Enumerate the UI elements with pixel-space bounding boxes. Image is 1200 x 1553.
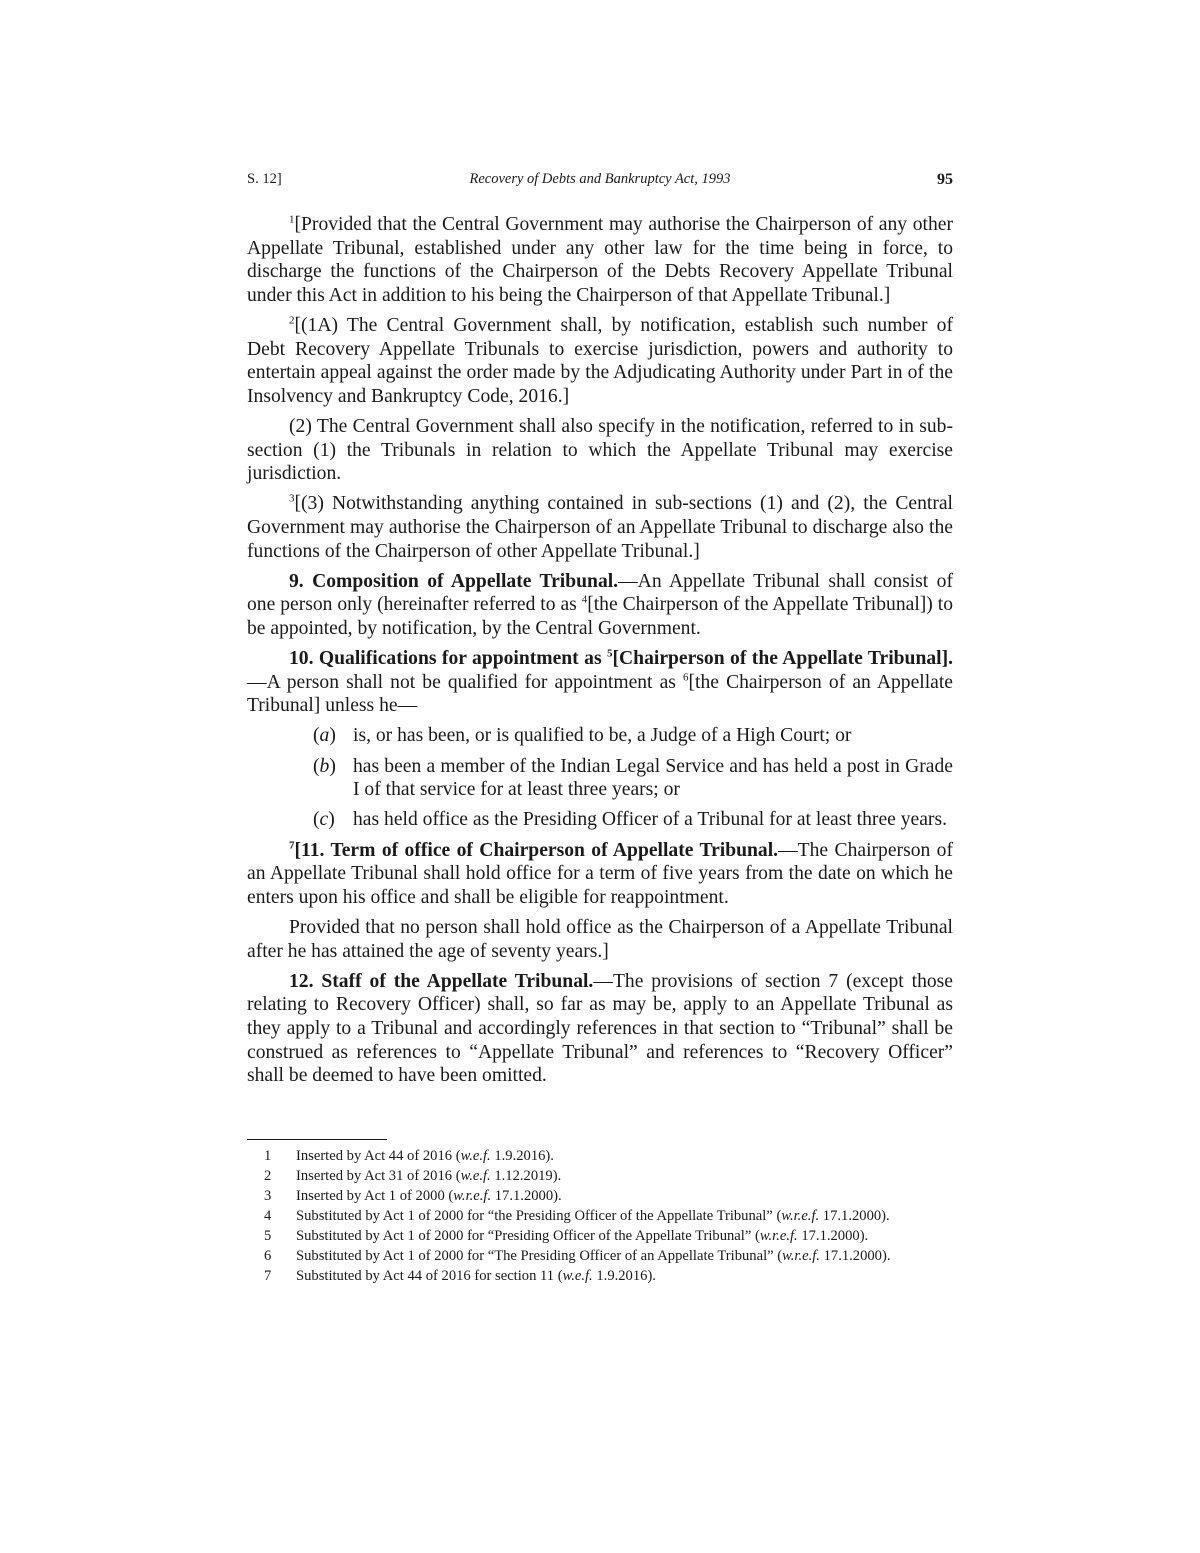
footnote-body: Substituted by Act 1 of 2000 for “Presiding Officer of the Appellate Tribunal” ( bbox=[296, 1228, 760, 1244]
footnote-wef: w.e.f. bbox=[562, 1268, 593, 1284]
section-11 bbox=[247, 839, 953, 910]
footnote-ref: 4 bbox=[581, 593, 588, 606]
footnote-date: 1.9.2016). bbox=[490, 1148, 554, 1164]
footnote-body: Substituted by Act 1 of 2000 for “the Presiding Officer of the Appellate Tribunal” ( bbox=[296, 1208, 782, 1224]
footnote-wef: w.r.e.f. bbox=[781, 1208, 820, 1224]
footnote-number: 3 bbox=[264, 1188, 272, 1204]
paragraph-text: [Provided that the Central Government may authorise the Chairperson of any other Appellate Tribunal, established under any other law for the time being in force, to discharge the functions of the Chairperson of the Debts Recovery Appellate Tribunal under this Act in addition to his being the Chairperson of that Appellate Tribunal.] bbox=[247, 214, 953, 306]
footnote-wef: w.r.e.f. bbox=[759, 1228, 798, 1244]
act-title: Recovery of Debts and Bankruptcy Act, 1993 bbox=[469, 171, 731, 187]
footnote-body: Substituted by Act 1 of 2000 for “The Presiding Officer of an Appellate Tribunal” ( bbox=[296, 1248, 783, 1264]
footnote-date: 17.1.2000). bbox=[819, 1208, 890, 1224]
section-12 bbox=[247, 970, 953, 1088]
footnote-number: 1 bbox=[264, 1148, 272, 1164]
footnote-body: Substituted by Act 44 of 2016 for section 11 ( bbox=[296, 1268, 563, 1284]
section-9 bbox=[247, 570, 953, 641]
paragraph-text: [the Chairperson of the Appellate Tribunal]) to be appointed, by notification, by the Central Government. bbox=[247, 594, 953, 639]
proviso-paragraph bbox=[247, 213, 953, 307]
section-heading: 10. Qualifications for appointment as bbox=[289, 648, 607, 670]
footnote-text bbox=[296, 1166, 953, 1186]
footnote-number: 6 bbox=[264, 1248, 272, 1264]
section-heading: [11. Term of office of Chairperson of Appellate Tribunal. bbox=[294, 839, 779, 861]
footnote-text bbox=[296, 1226, 953, 1246]
footnote-ref: 5 bbox=[607, 647, 613, 660]
clause-list bbox=[247, 724, 953, 832]
page-number: 95 bbox=[937, 171, 953, 188]
footnote-text bbox=[296, 1206, 953, 1226]
footnote bbox=[247, 1146, 953, 1166]
paragraph-text: —The Chairperson of an Appellate Tribunal shall hold office for a term of five years from the date on which he enters upon his office and shall be eligible for reappointment. bbox=[247, 839, 953, 908]
footnote-number: 4 bbox=[264, 1208, 272, 1224]
paren: ) bbox=[329, 755, 336, 777]
footnote bbox=[247, 1266, 953, 1286]
footnote bbox=[247, 1206, 953, 1226]
footnote-number: 7 bbox=[264, 1268, 272, 1284]
footnote bbox=[247, 1166, 953, 1186]
footnote-date: 17.1.2000). bbox=[819, 1248, 891, 1264]
clause-marker bbox=[313, 724, 353, 748]
paren: ) bbox=[329, 725, 336, 747]
footnote-ref: 1 bbox=[289, 213, 295, 226]
paragraph-text: —A person shall not be qualified for appointment as bbox=[247, 671, 684, 693]
footnote bbox=[247, 1186, 953, 1206]
footnote-wef: w.r.e.f. bbox=[453, 1188, 492, 1204]
clause-item bbox=[313, 808, 953, 832]
footnote-body: Inserted by Act 44 of 2016 ( bbox=[296, 1148, 461, 1164]
section-reference: S. 12] bbox=[247, 171, 282, 187]
clause-letter: b bbox=[319, 755, 330, 777]
paren: ) bbox=[328, 809, 335, 831]
paren: ( bbox=[313, 725, 320, 747]
subsection-3 bbox=[247, 492, 953, 563]
paren: ( bbox=[313, 755, 320, 777]
section-11-proviso bbox=[247, 916, 953, 963]
clause-text: is, or has been, or is qualified to be, a Judge of a High Court; or bbox=[353, 725, 852, 747]
clause-letter: a bbox=[319, 725, 330, 747]
footnote-number: 2 bbox=[264, 1168, 272, 1184]
footnote-date: 17.1.2000). bbox=[491, 1188, 562, 1204]
footnote-text bbox=[296, 1186, 953, 1206]
footnote bbox=[247, 1246, 953, 1266]
paragraph-text: —The provisions of section 7 (except those relating to Recovery Officer) shall, so far as may be, apply to an Appellate Tribunal as they apply to a Tribunal and accordingly references in that section to “Tribunal” shall be construed as references to “Appellate Tribunal” and references to “Recovery Officer” shall be deemed to have been omitted. bbox=[247, 970, 953, 1087]
footnote bbox=[247, 1226, 953, 1246]
paragraph-text: (2) The Central Government shall also specify in the notification, referred to in sub-section (1) the Tribunals in relation to which the Appellate Tribunal may exercise jurisdiction. bbox=[247, 415, 953, 485]
footnote-wef: w.e.f. bbox=[460, 1168, 491, 1184]
clause-item bbox=[313, 724, 953, 748]
paragraph-text: Provided that no person shall hold office as the Chairperson of a Appellate Tribunal after he has attained the age of seventy years.] bbox=[247, 916, 953, 962]
paragraph-text: [(1A) The Central Government shall, by notification, establish such number of Debt Recovery Appellate Tribunals to exercise jurisdiction, powers and authority to entertain appeal against the order made by the Adjudicating Authority under Part in of the Insolvency and Bankruptcy Code, 2016.] bbox=[247, 314, 953, 407]
footnote-body: Inserted by Act 31 of 2016 ( bbox=[296, 1168, 461, 1184]
document-body bbox=[247, 213, 953, 1094]
footnote-ref: 2 bbox=[289, 314, 295, 327]
footnote-text bbox=[296, 1266, 953, 1286]
clause-marker bbox=[313, 755, 353, 802]
footnote-date: 1.12.2019). bbox=[490, 1168, 562, 1184]
subsection-1a bbox=[247, 314, 953, 408]
page-header bbox=[247, 171, 953, 193]
paragraph-text: —An Appellate Tribunal shall consist of one person only (hereinafter referred to as bbox=[247, 570, 953, 616]
section-heading: 12. Staff of the Appellate Tribunal. bbox=[289, 970, 594, 992]
footnote-date: 17.1.2000). bbox=[797, 1228, 869, 1244]
paragraph-text: [(3) Notwithstanding anything contained in sub-sections (1) and (2), the Central Government may authorise the Chairperson of an Appellate Tribunal to discharge also the functions of the Chairperson of other Appellate Tribunal.] bbox=[247, 493, 953, 562]
section-10 bbox=[247, 647, 953, 718]
footnote-ref: 7 bbox=[289, 839, 295, 852]
clause-letter: c bbox=[319, 809, 329, 831]
footnote-text bbox=[296, 1246, 953, 1266]
footnotes bbox=[247, 1146, 953, 1286]
footnote-divider bbox=[247, 1139, 387, 1140]
footnote-number: 5 bbox=[264, 1228, 272, 1244]
paragraph-text: [the Chairperson of an Appellate Tribunal] unless he— bbox=[247, 671, 954, 717]
footnote-text bbox=[296, 1146, 953, 1166]
clause-marker bbox=[313, 808, 353, 832]
footnote-wef: w.e.f. bbox=[460, 1148, 491, 1164]
footnote-ref: 6 bbox=[683, 671, 689, 684]
footnote-date: 1.9.2016). bbox=[592, 1268, 656, 1284]
section-heading: 9. Composition of Appellate Tribunal. bbox=[289, 570, 619, 592]
subsection-2 bbox=[247, 415, 953, 486]
section-heading: [Chairperson of the Appellate Tribunal]. bbox=[612, 648, 953, 670]
footnote-body: Inserted by Act 1 of 2000 ( bbox=[296, 1188, 454, 1204]
paren: ( bbox=[313, 809, 320, 831]
footnote-ref: 3 bbox=[289, 492, 295, 505]
clause-item bbox=[313, 755, 953, 802]
clause-text: has held office as the Presiding Officer of a Tribunal for at least three years. bbox=[353, 809, 947, 831]
footnote-wef: w.r.e.f. bbox=[782, 1248, 820, 1264]
clause-text: has been a member of the Indian Legal Service and has held a post in Grade I of that service for at least three years; or bbox=[353, 755, 953, 801]
